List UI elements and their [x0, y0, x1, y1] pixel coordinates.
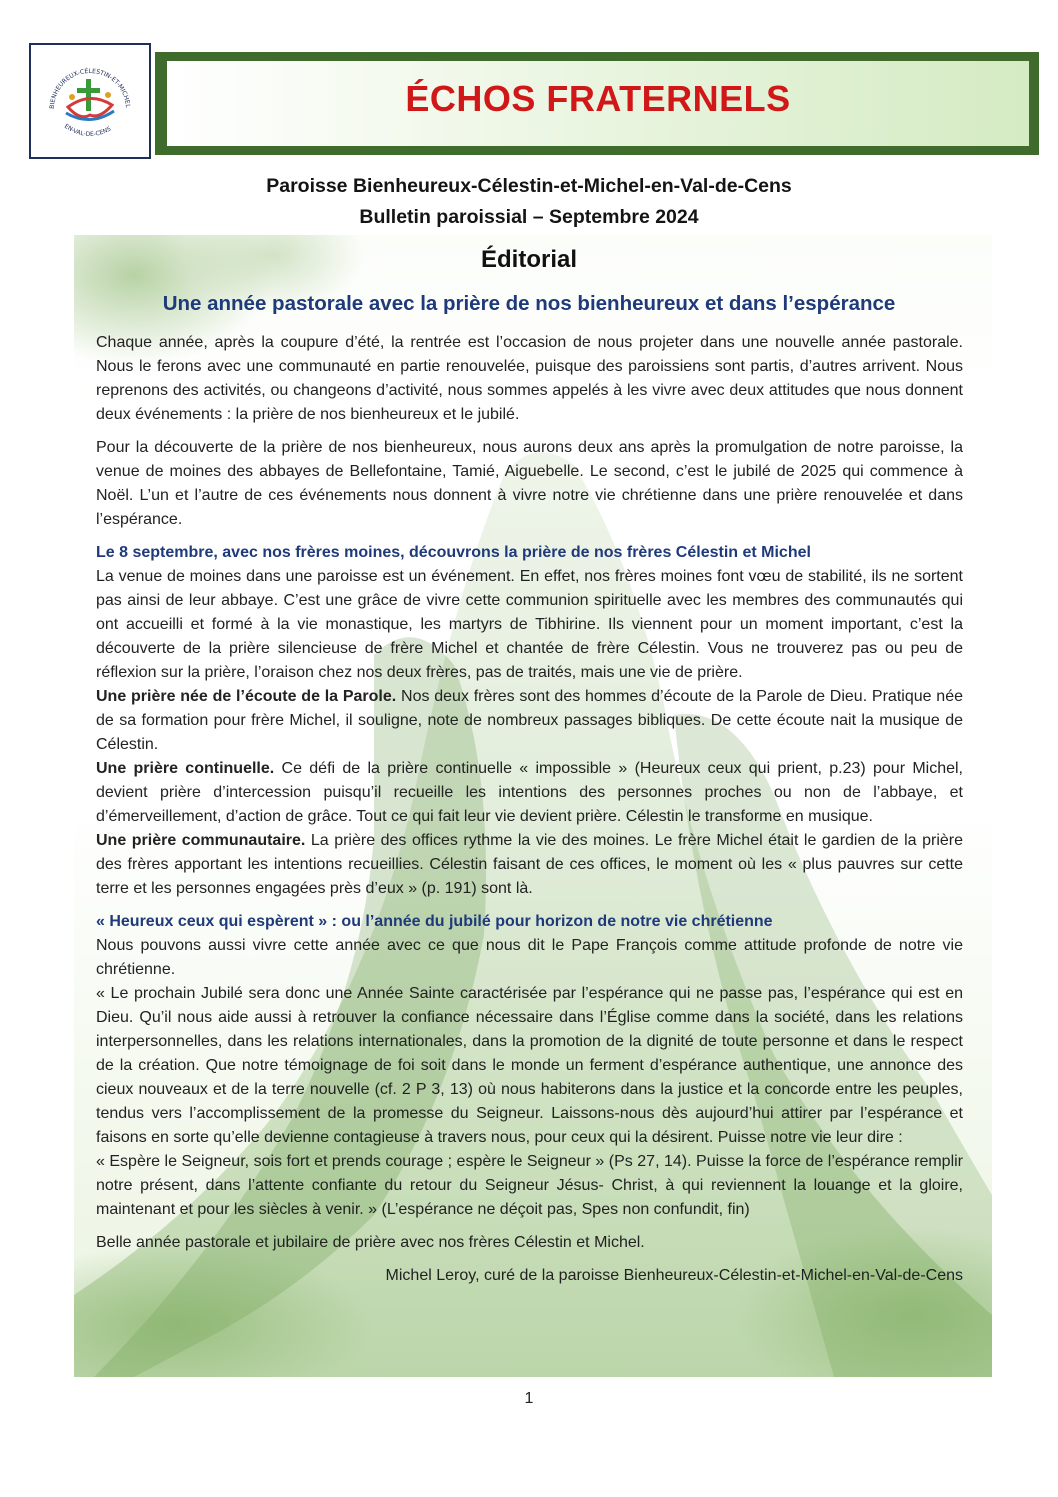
prayer-continual-label: Une prière continuelle.: [96, 760, 275, 777]
parish-logo-icon: [36, 49, 144, 153]
parish-logo: [29, 43, 151, 159]
signature: Michel Leroy, curé de la paroisse Bienheureux-Célestin-et-Michel-en-Val-de-Cens: [385, 1267, 963, 1284]
paragraph-prayer-community: [96, 829, 963, 901]
paragraph-prayer-word: [96, 685, 963, 757]
svg-text:EN-VAL-DE-CENS: [63, 123, 112, 138]
editorial-subtitle: Une année pastorale avec la prière de nos bienheureux et dans l’espérance: [162, 292, 896, 315]
paragraph-discovery: Pour la découverte de la prière de nos bienheureux, nous aurons deux ans après la promulgation de notre paroisse, la venue de moines des abbayes de Bellefontaine, Tamié, Aiguebelle. Le second, c’est le jubilé de 2025 qui commence à Noël. L’un et l’autre de ces événements nous donnent à vivre notre vie chrétienne dans une prière renouvelée et dans l’espérance.: [96, 439, 963, 528]
paragraph-jubilee-psalm: « Espère le Seigneur, sois fort et prends courage ; espère le Seigneur » (Ps 27, 14). Puisse la force de l’espérance remplir notre présent, dans l’attente confiante du retour du Seigneur Jésus- Christ, à qui reviennent la louange et la gloire, maintenant et pour les siècles à venir. » (L’espérance ne déçoit pas, Spes non confundit, fin): [96, 1153, 963, 1218]
page-number: 1: [524, 1390, 534, 1407]
title-banner-inner: [167, 61, 1029, 146]
logo-text-bottom: EN-VAL-DE-CENS: [62, 122, 113, 139]
section-heading-monks: Le 8 septembre, avec nos frères moines, découvrons la prière de nos frères Célestin et Michel: [96, 544, 811, 561]
prayer-community-text: La prière des offices rythme la vie des moines. Le frère Michel était le gardien de la prière des frères apportant les intentions recueillies. Célestin faisant de ces offices, le moment où les « plus pauvres sur cette terre et les personnes engagées près d’eux » (p. 191) sont là.: [96, 832, 964, 897]
prayer-continual-text: Ce défi de la prière continuelle « impossible » (Heureux ceux qui prient, p.23) pour Michel, devient prière d’intercession puisqu’il recueille les intentions des personnes proches ou non de l’abbaye, et d’émerveillement, d’action de grâce. Tout ce qui fait leur vie devient prière. Célestin le transforme en musique.: [96, 760, 964, 825]
prayer-word-text: Nos deux frères sont des hommes d’écoute de la Parole de Dieu. Pratique née de sa formation pour frère Michel, il souligne, note de nombreux passages bibliques. De cette écoute nait la musique de Célestin.: [96, 688, 964, 753]
paragraph-monks: La venue de moines dans une paroisse est un événement. En effet, nos frères moines font vœu de stabilité, ils ne sortent pas ainsi de leur abbaye. C’est une grâce de vivre cette communion spirituelle avec les membres des communautés qui ont accueilli et formé à la vie monastique, les martyrs de Tibhirine. Ils viennent pour un moment important, c’est la découverte de la prière silencieuse de frère Michel et chantée de frère Célestin. Vous ne trouverez pas ou peu de réflexion sur la prière, l’oraison chez nos deux frères, pas de traités, mais une vie de prière.: [96, 568, 963, 681]
parish-name: Paroisse Bienheureux-Célestin-et-Michel-en-Val-de-Cens: [266, 175, 792, 197]
paragraph-intro: Chaque année, après la coupure d’été, la rentrée est l’occasion de nous projeter dans une nouvelle année pastorale. Nous le ferons avec une communauté en partie renouvelée, puisque des paroissiens sont partis, d’autres arrivent. Nous reprenons des activités, ou changeons d’activité, nous sommes appelés à les vivre avec deux attitudes que nous donnent deux événements : la prière de nos bienheureux et le jubilé.: [96, 334, 963, 423]
prayer-word-label: Une prière née de l’écoute de la Parole.: [96, 688, 397, 705]
bulletin-title: ÉCHOS FRATERNELS: [405, 77, 791, 119]
paragraph-jubilee-quote: « Le prochain Jubilé sera donc une Année Sainte caractérisée par l’espérance qui ne passe pas, l’espérance qui est en Dieu. Qu’il nous aide aussi à retrouver la confiance nécessaire dans l’Église comme dans la société, dans les relations interpersonnelles, dans les relations internationales, dans la promotion de la dignité de toute personne et dans le respect de la création. Que notre témoignage de foi soit dans le monde un ferment d’espérance authentique, une annonce des cieux nouveaux et de la terre nouvelle (cf. 2 P 3, 13) où nous habiterons dans la justice et la concorde entre les peuples, tendus vers l’accomplissement de la promesse du Seigneur. Laissons-nous dès aujourd’hui attirer par l’espérance et faisons en sorte qu’elle devienne contagieuse à travers nous, pour ceux qui la désirent. Puisse notre vie leur dire :: [96, 985, 963, 1146]
section-heading-jubilee: « Heureux ceux qui espèrent » : ou l’année du jubilé pour horizon de notre vie chrétienne: [96, 913, 773, 930]
title-banner: [155, 52, 1039, 155]
logo-text-top: BIENHEUREUX-CÉLESTIN-ET-MICHEL: [48, 67, 132, 110]
paragraph-prayer-continual: [96, 757, 963, 829]
editorial-body: [96, 331, 963, 1288]
prayer-community-label: Une prière communautaire.: [96, 832, 306, 849]
paragraph-jubilee-intro: Nous pouvons aussi vivre cette année avec ce que nous dit le Pape François comme attitude profonde de notre vie chrétienne.: [96, 937, 963, 978]
bulletin-date: Bulletin paroissial – Septembre 2024: [359, 206, 699, 228]
paragraph-closing: Belle année pastorale et jubilaire de prière avec nos frères Célestin et Michel.: [96, 1234, 645, 1251]
editorial-title: Éditorial: [480, 246, 577, 273]
